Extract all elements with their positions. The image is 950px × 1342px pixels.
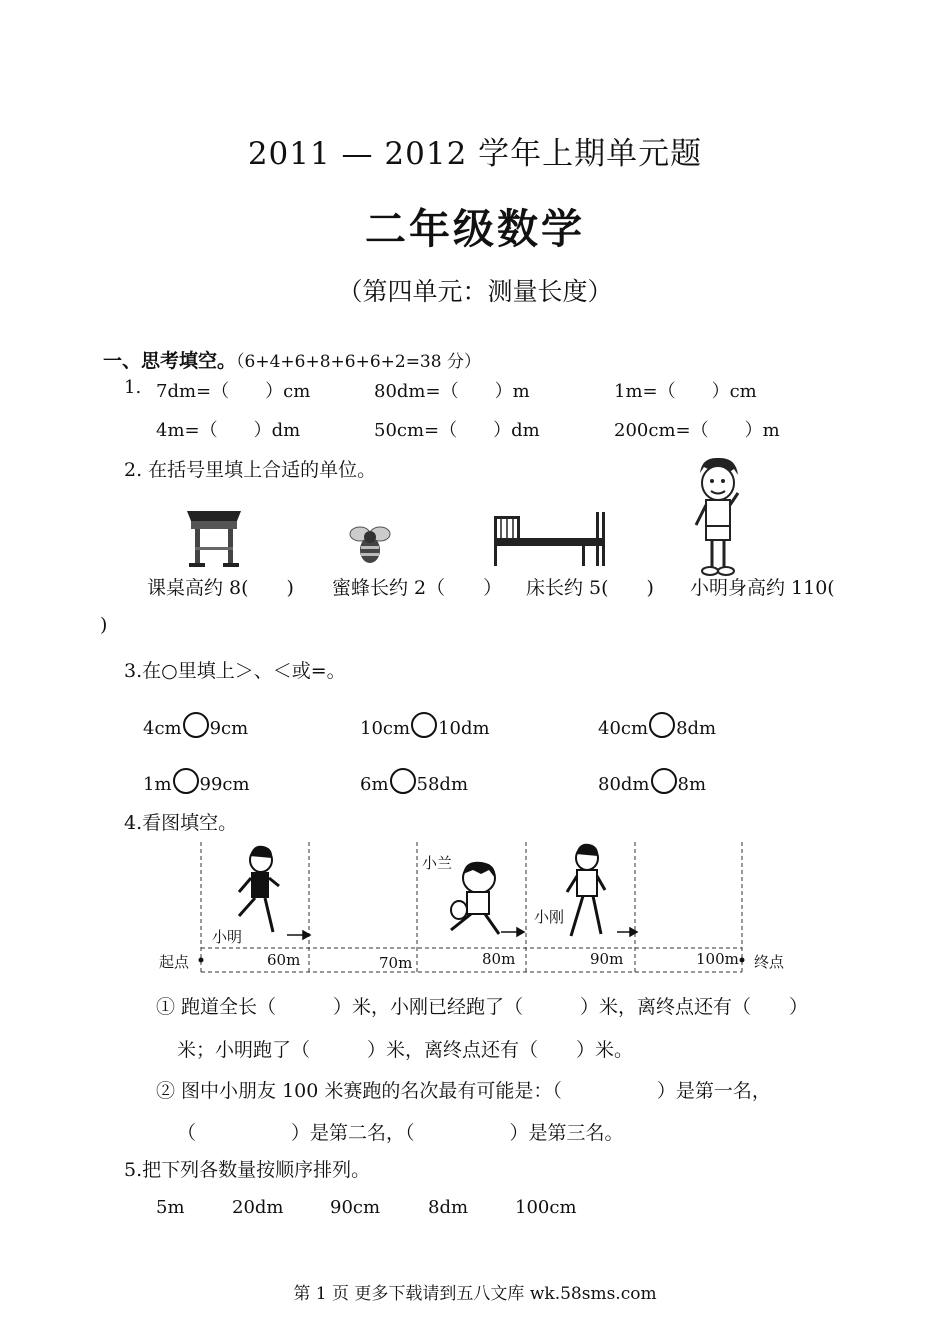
bed-icon: [492, 508, 610, 568]
compare-item: 4cm 9cm: [143, 712, 248, 739]
q5-value: 20dm: [232, 1197, 284, 1218]
q4-sub1-line1: ① 跑道全长（ ）米，小刚已经跑了（ ）米，离终点还有（ ）: [156, 996, 809, 1018]
compare-item: 10cm 10dm: [360, 712, 490, 739]
q4-title: 4.看图填空。: [124, 812, 238, 834]
compare-circle[interactable]: [649, 712, 675, 738]
q5-value: 90cm: [330, 1197, 381, 1218]
compare-item: 80dm 8m: [598, 768, 706, 795]
track-mark: 70m: [379, 954, 413, 972]
track-mark: 80m: [482, 950, 516, 968]
runner-xiaoming-icon: [239, 846, 279, 932]
q2-item: 课桌高约 8( ): [147, 577, 294, 599]
q2-item: 蜜蜂长约 2（ ）: [332, 577, 503, 599]
section-1-title: 一、思考填空。: [103, 350, 237, 372]
bee-icon: [344, 520, 396, 568]
compare-circle[interactable]: [173, 768, 199, 794]
q2-title: 2. 在括号里填上合适的单位。: [124, 459, 377, 481]
track-start-label: 起点: [159, 953, 190, 971]
q3-title: 3.在○里填上＞、＜或=。: [124, 660, 346, 682]
desk-icon: [183, 503, 245, 569]
compare-circle[interactable]: [390, 768, 416, 794]
q1-item: 80dm=（ ）m: [374, 381, 530, 402]
q5-title: 5.把下列各数量按顺序排列。: [124, 1159, 371, 1181]
compare-item: 1m 99cm: [143, 768, 250, 795]
compare-item: 40cm 8dm: [598, 712, 716, 739]
q5-value: 8dm: [428, 1197, 469, 1218]
unit-title: （第四单元：测量长度）: [337, 277, 613, 306]
runner-label: 小刚: [534, 908, 565, 926]
page-footer: 第 1 页 更多下载请到五八文库 wk.58sms.com: [293, 1284, 657, 1304]
q1-item: 200cm=（ ）m: [614, 420, 780, 441]
compare-circle[interactable]: [183, 712, 209, 738]
q5-value: 5m: [156, 1197, 185, 1218]
track-mark: 90m: [590, 950, 624, 968]
q1-item: 4m=（ ）dm: [156, 420, 301, 441]
track-end-label: 终点: [754, 953, 785, 971]
compare-circle[interactable]: [411, 712, 437, 738]
q2-tail: ): [100, 614, 108, 636]
q5-value: 100cm: [515, 1197, 577, 1218]
q1-item: 7dm=（ ）cm: [156, 381, 311, 402]
section-1-score: （6+4+6+8+6+6+2=38 分）: [236, 352, 481, 372]
q4-sub2-line2: （ ）是第二名，（ ）是第三名。: [177, 1122, 624, 1144]
q1-number: 1.: [124, 377, 142, 398]
section-1-heading: [103, 346, 481, 373]
runner-label: 小兰: [422, 854, 453, 872]
q2-item: 床长约 5( ): [526, 577, 654, 599]
track-mark: 100m: [696, 950, 739, 968]
compare-circle[interactable]: [651, 768, 677, 794]
year-title: 2011 — 2012 学年上期单元题: [247, 136, 703, 172]
runner-xiaogang-icon: [567, 844, 605, 936]
boy-icon: [690, 455, 748, 580]
runner-label: 小明: [212, 928, 243, 946]
q4-sub2-line1: ② 图中小朋友 100 米赛跑的名次最有可能是：（ ）是第一名，: [156, 1080, 771, 1102]
q4-sub1-line2: 米；小明跑了（ ）米，离终点还有（ ）米。: [177, 1039, 634, 1061]
q2-item: 小明身高约 110(: [690, 577, 835, 599]
compare-item: 6m 58dm: [360, 768, 468, 795]
q1-item: 50cm=（ ）dm: [374, 420, 540, 441]
main-title: 二年级数学: [365, 205, 585, 253]
q1-item: 1m=（ ）cm: [614, 381, 757, 402]
track-mark: 60m: [267, 951, 301, 969]
runner-xiaolan-icon: [451, 862, 499, 934]
